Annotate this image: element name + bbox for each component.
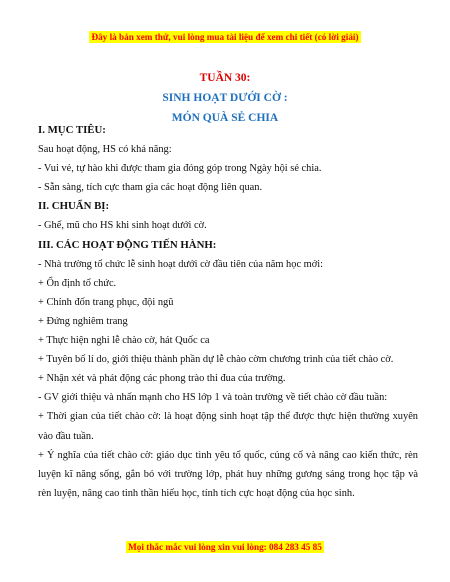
section-heading-activities: III. CÁC HOẠT ĐỘNG TIẾN HÀNH: — [38, 238, 217, 251]
body-line: - Nhà trường tổ chức lễ sinh hoạt dưới cờ đầu tiên của năm học mới: — [38, 258, 324, 270]
section-heading-preparation: II. CHUẨN BỊ: — [38, 200, 110, 213]
document-body — [38, 121, 418, 503]
body-line: + Đứng nghiêm trang — [38, 315, 128, 327]
body-line: + Nhận xét và phát động các phong trào thi đua của trường. — [38, 373, 286, 385]
body-line: - Vui vẻ, tự hào khi được tham gia đóng góp trong Ngày hội sẻ chia. — [38, 163, 322, 175]
lesson-title-line1: SINH HOẠT DƯỚI CỜ : — [162, 92, 288, 104]
preview-notice-text: Đây là bản xem thử, vui lòng mua tài liệu để xem chi tiết (có lời giải) — [91, 32, 359, 42]
body-line: + Thực hiện nghi lễ chào cờ, hát Quốc ca — [38, 335, 210, 347]
section-heading-objectives: I. MỤC TIÊU: — [38, 124, 106, 136]
lesson-title-line2: MÓN QUÀ SẺ CHIA — [171, 112, 279, 124]
body-line: + Ổn định tổ chức. — [38, 277, 117, 289]
body-line: Sau hoạt động, HS có khả năng: — [38, 144, 172, 156]
week-heading: TUẦN 30: — [199, 72, 251, 84]
body-line: + Thời gian của tiết chào cờ: là hoạt động sinh hoạt tập thể được thực hiện thường xuyên vào đầu tuần. — [38, 411, 418, 442]
body-line: - Ghế, mũ cho HS khi sinh hoạt dưới cờ. — [38, 220, 207, 232]
body-line: - GV giới thiệu và nhấn mạnh cho HS lớp 1 và toàn trường về tiết chào cờ đầu tuần: — [38, 392, 388, 404]
body-line: + Ý nghĩa của tiết chào cờ: giáo dục tình yêu tổ quốc, củng cố và nâng cao kiến thức, rèn luyện kĩ năng sống, gắn bó với trường lớp, phát huy những gương sáng trong học tập và rèn luyện, nâng cao tinh thần hiếu học, tính tích cực hoạt động của học sinh. — [38, 449, 418, 499]
body-line: + Chỉnh đốn trang phục, đội ngũ — [38, 296, 174, 308]
body-line: - Sẵn sàng, tích cực tham gia các hoạt động liên quan. — [38, 182, 263, 194]
preview-notice-banner — [0, 27, 450, 45]
contact-banner — [0, 537, 450, 555]
contact-text: Mọi thắc mắc vui lòng xin vui lòng: 084 283 45 85 — [128, 542, 322, 552]
body-line: + Tuyên bố lí do, giới thiệu thành phần dự lễ chào cờm chương trình của tiết chào cờ. — [38, 354, 394, 366]
